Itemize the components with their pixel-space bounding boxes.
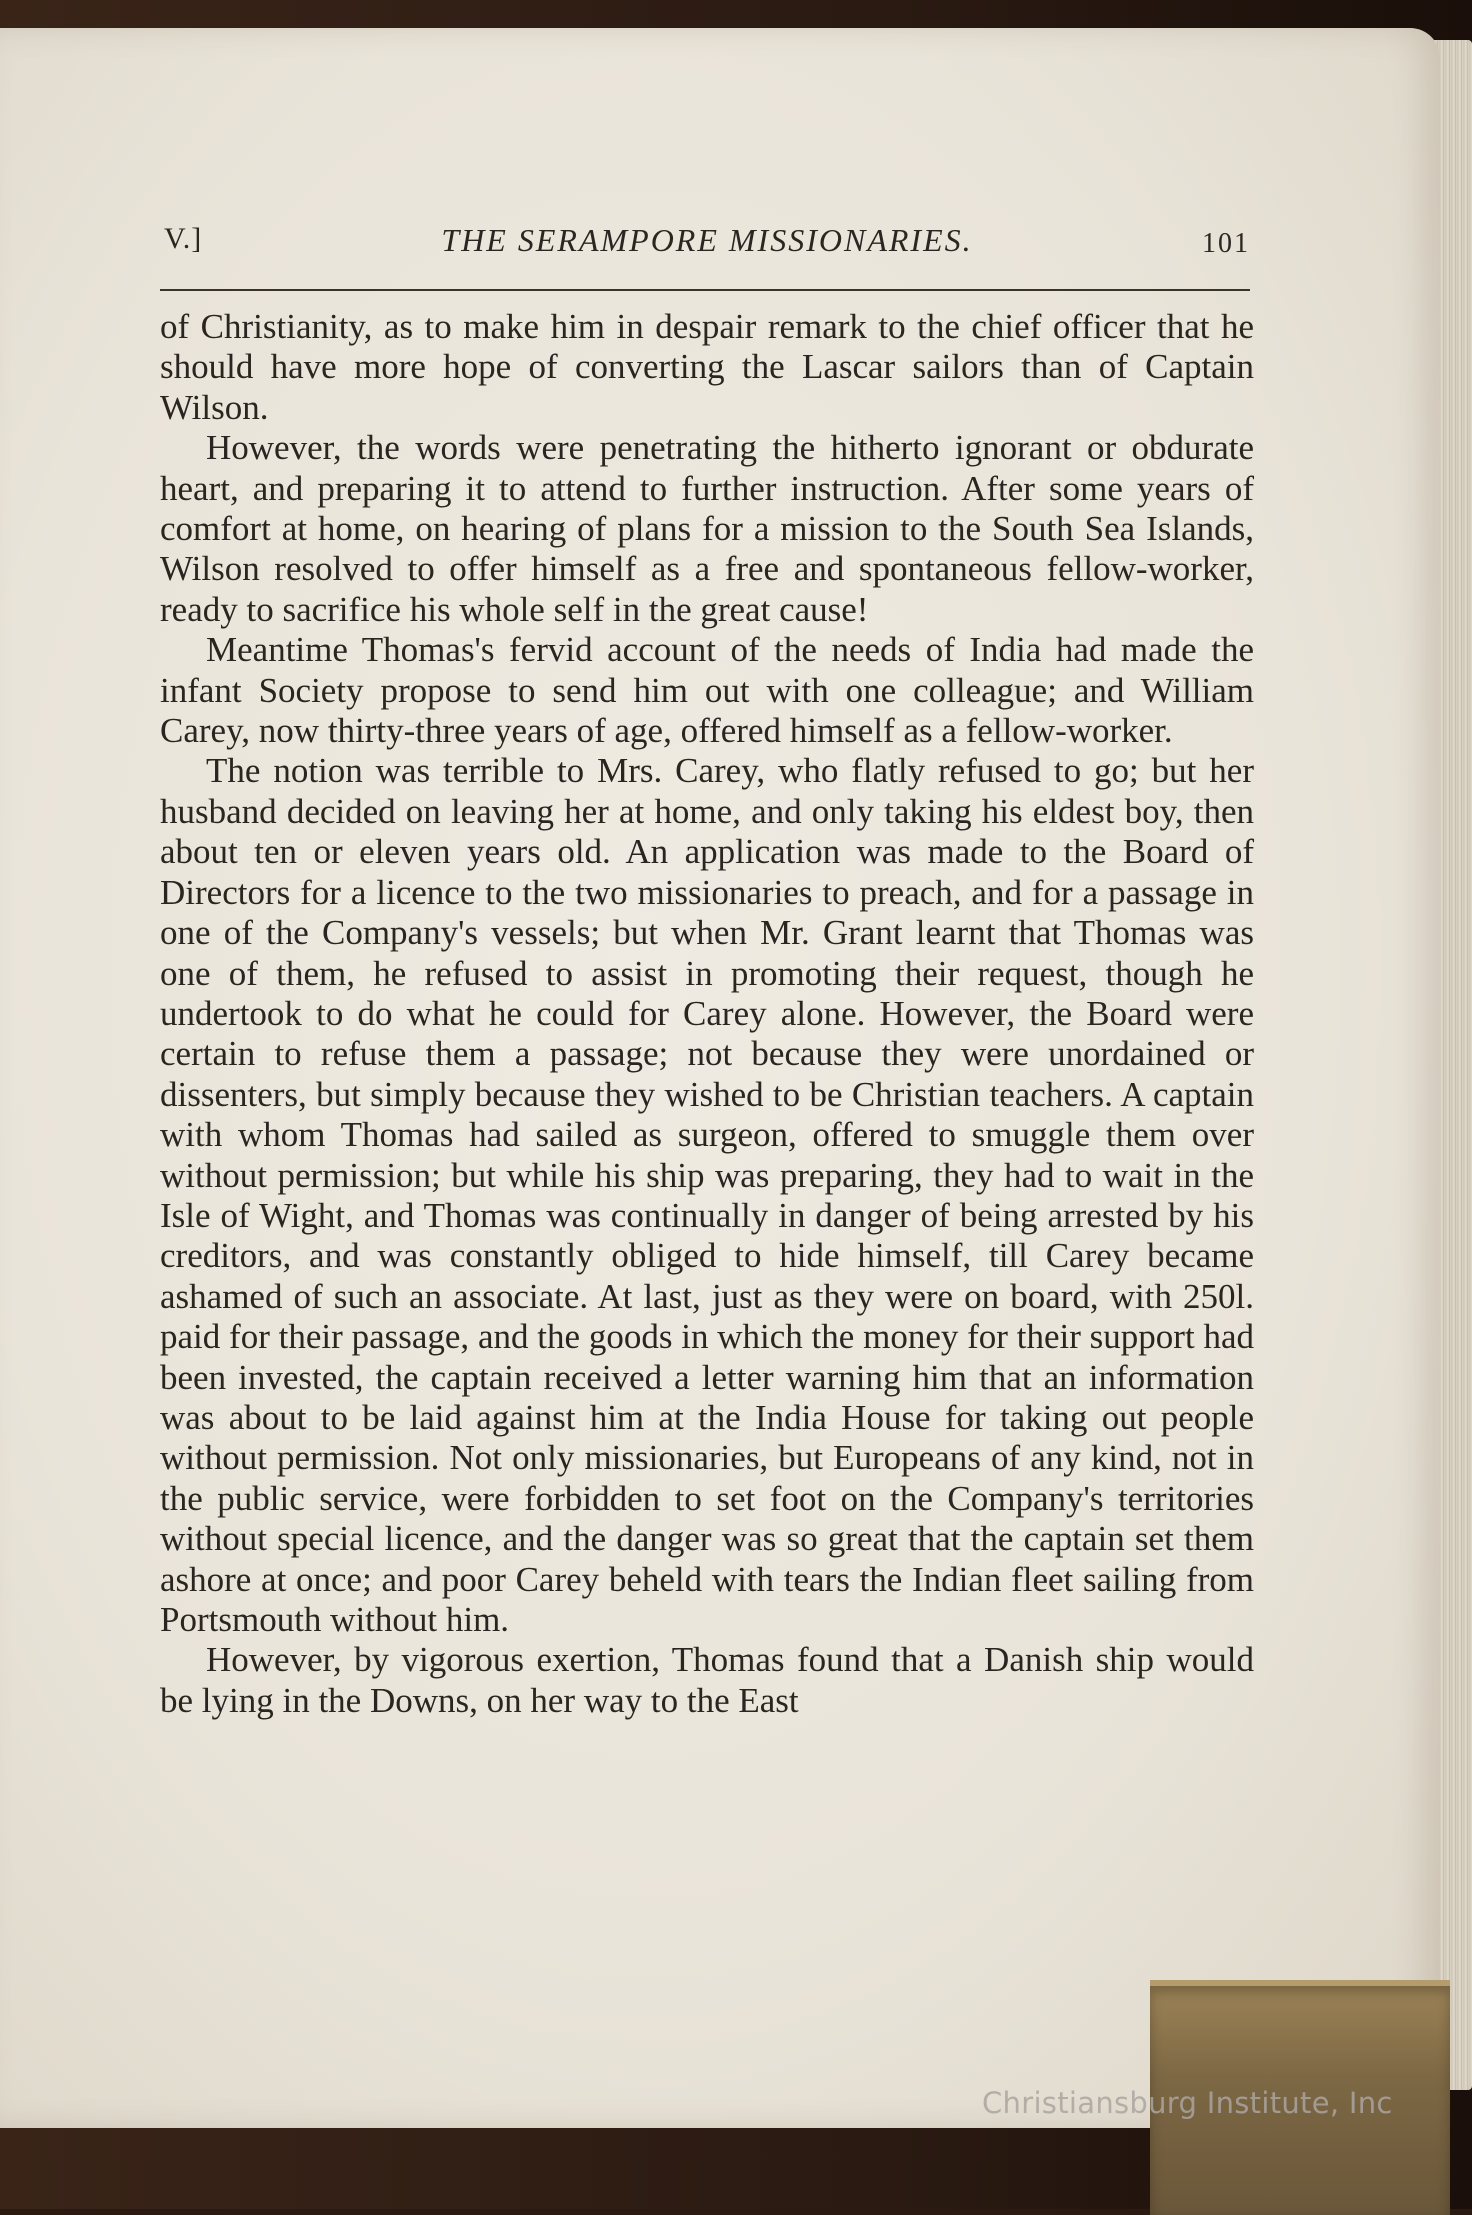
paragraph-continuation: of Christianity, as to make him in despair remark to the chief officer that he should have more hope of converting the Lascar sailors than of Captain Wilson. bbox=[160, 307, 1254, 427]
body-text bbox=[160, 307, 1254, 1721]
running-title: THE SERAMPORE MISSIONARIES. bbox=[441, 222, 973, 258]
header-rule bbox=[160, 289, 1250, 291]
paragraph: Meantime Thomas's fervid account of the needs of India had made the infant Society propose to send him out with one colleague; and William Carey, now thirty-three years of age, offered himself as a fellow-worker. bbox=[160, 630, 1254, 751]
paragraph: However, the words were penetrating the hitherto ignorant or obdurate heart, and preparing it to attend to further instruction. After some years of comfort at home, on hearing of plans for a mission to the South Sea Islands, Wilson resolved to offer himself as a free and spontaneous fellow-worker, ready to sacrifice his whole self in the great cause! bbox=[160, 428, 1254, 629]
running-head bbox=[164, 218, 1250, 274]
paragraph: However, by vigorous exertion, Thomas found that a Danish ship would be lying in the Downs, on her way to the East bbox=[160, 1640, 1254, 1720]
page-number: 101 bbox=[1202, 228, 1250, 259]
chapter-marker: V.] bbox=[164, 222, 203, 255]
paragraph: The notion was terrible to Mrs. Carey, who flatly refused to go; but her husband decided on leaving her at home, and only taking his eldest boy, then about ten or eleven years old. An application was made to the Board of Directors for a licence to the two missionaries to preach, and for a passage in one of the Company's vessels; but when Mr. Grant learnt that Thomas was one of them, he refused to assist in promoting their request, though he undertook to do what he could for Carey alone. However, the Board were certain to refuse them a passage; not because they were unordained or dissenters, but simply because they wished to be Christian teachers. A captain with whom Thomas had sailed as surgeon, offered to smuggle them over without permission; but while his ship was preparing, they had to wait in the Isle of Wight, and Thomas was continually in danger of being arrested by his creditors, and was constantly obliged to hide himself, till Carey became ashamed of such an associate. At last, just as they were on board, with 250l. paid for their passage, and the goods in which the money for their support had been invested, the captain received a letter warning him that an information was about to be laid against him at the India House for taking out people without permission. Not only missionaries, but Europeans of any kind, not in the public service, were forbidden to set foot on the Company's territories without special licence, and the danger was so great that the captain set them ashore at once; and poor Carey beheld with tears the Indian fleet sailing from Portsmouth without him. bbox=[160, 751, 1254, 1639]
watermark-text: Christiansburg Institute, Inc bbox=[982, 2086, 1393, 2120]
